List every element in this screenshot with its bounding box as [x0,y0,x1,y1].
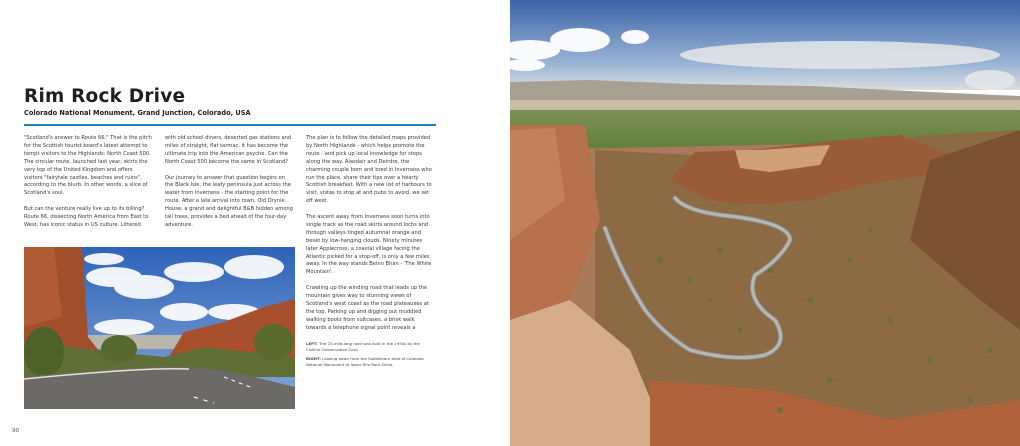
paragraph: The ascent away from Inverness soon turns into single track as the road skirts around lochs and through valleys tinged autumnal orange and beset by low-hanging clouds. Ninety minutes later Applecross, a coastal village facing the Atlantic picked for a stop-off, is only a few miles away. In the way stands Beinn Bhàn - 'The White Mountain'. [306,214,432,276]
caption-right: RIGHT: Looking down from the Saddlehorn area of Colorado National Monument at lower Rim Rock Drive. [306,355,424,367]
paragraph: Crawling up the winding road that leads up the mountain gives way to stunning views of Scotland's west coast as the road plateauxes at the top. Parking up and digging out muddied walking boots from suitcases, a brisk walk towards a telephone signal point reveals a [306,285,429,331]
text-column-1 [24,135,152,238]
paragraph: Our journey to answer that question begins on the Black Isle, the leafy peninsula just across the water from Inverness - the starting point for the route. After a late arrival into town, Old Drynie House, a grand and delightful B&B hidden among tall trees, provides a bed ahead of the four-day adventure. [165,174,293,228]
text-column-2 [165,135,293,238]
paragraph: But can the venture really live up to its billing? Route 66, dissecting North America from East to West, has iconic status in US culture. Littered [24,206,149,228]
page-number: 90 [12,428,19,434]
road-photo [24,247,295,409]
caption-left: LEFT: The 23-mile-long road was built in the 1950s by the Civilian Conservation Corp. [306,340,420,352]
accent-rule [24,124,436,126]
text-column-3 [306,135,434,371]
paragraph: "Scotland's answer to Route 66." That is the pitch for the Scottish tourist board's latest attempt to tempt visitors to the Highlands: North Coast 500. The circular route, launched last year, skirts the very top of the United Kingdom and offers visitors "fairytale castles, beaches and ruins", according to the blurb. In other words, a slice of Scotland's soul. [24,135,152,197]
article-title: Rim Rock Drive [24,86,186,107]
paragraph: with old school diners, deserted gas stations and miles of straight, flat tarmac, it has become the ultimate trip into the American psyche. Can the North Coast 500 become the same in Scotland? [165,135,292,165]
canyon-photo [510,0,1020,446]
article-subtitle: Colorado National Monument, Grand Junction, Colorado, USA [24,109,251,117]
paragraph: The plan is to follow the detailed maps provided by North Highlands - which helps promote the route - and pick up local knowledge for stops along the way. Alasdair and Deirdre, the charming couple born and bred in Inverness who run the place, share their tips over a hearty Scottish breakfast. With a new list of harbours to visit, vistas to stop at and pubs to avoid, we set off west. [306,135,432,205]
